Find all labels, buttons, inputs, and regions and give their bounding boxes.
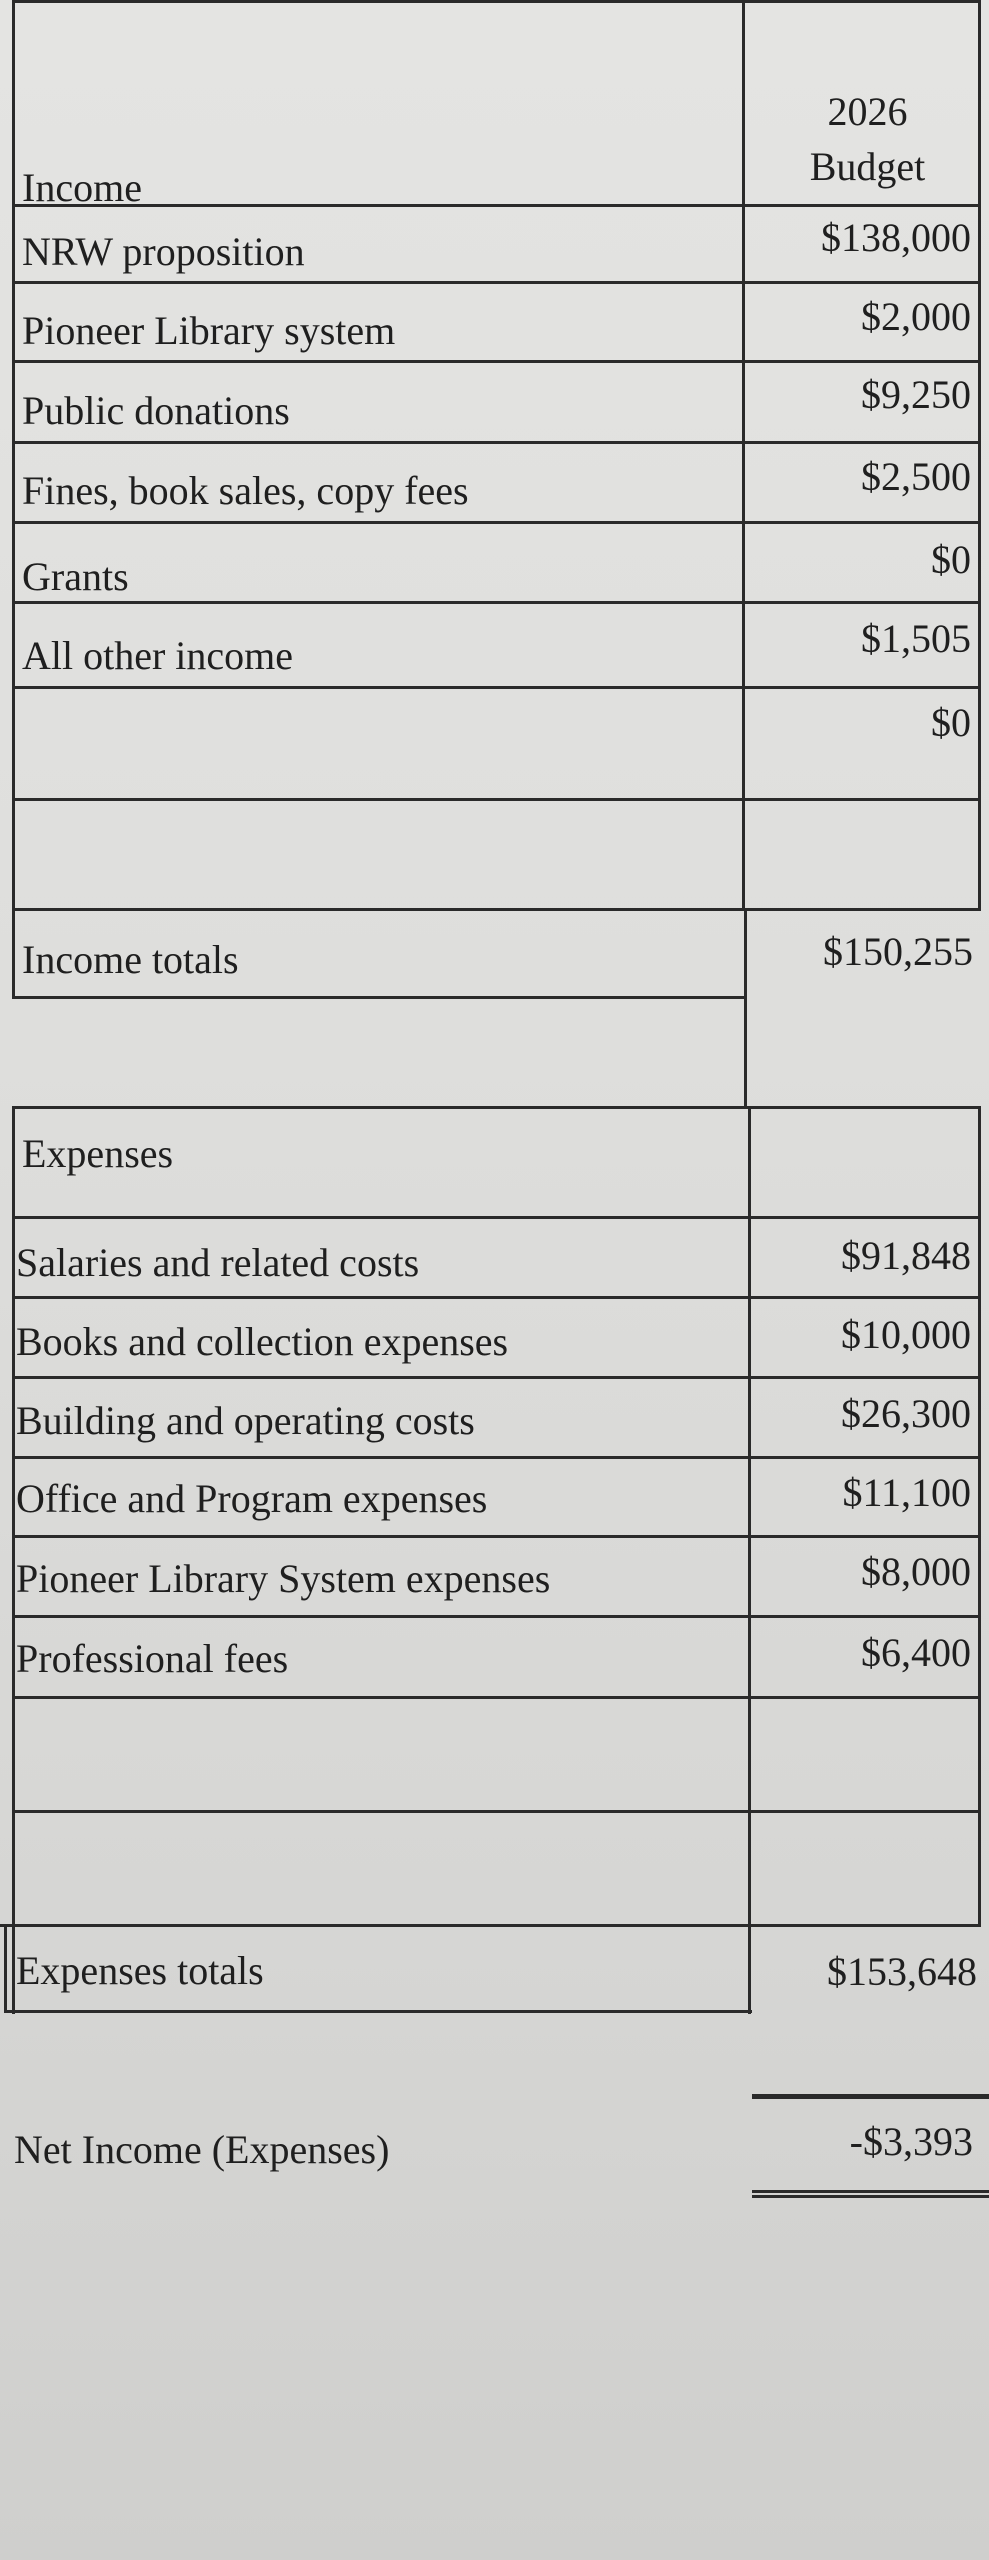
income-row-amount: $2,000: [861, 294, 971, 339]
row-rule: [12, 1810, 981, 1813]
expenses-totals-bottom-rule: [4, 2010, 752, 2013]
income-row-amount: $0: [931, 700, 971, 745]
income-row-amount: $2,500: [861, 454, 971, 499]
right-border: [978, 1106, 981, 1924]
left-border: [12, 1106, 15, 2014]
income-row-amount: $138,000: [821, 215, 971, 260]
net-income-label: Net Income (Expenses): [14, 2127, 390, 2172]
budget-column-header: Budget: [809, 144, 926, 189]
expenses-totals-label: Expenses totals: [16, 1948, 264, 1993]
row-rule: [12, 1696, 981, 1699]
expense-row-amount: $8,000: [861, 1549, 971, 1594]
income-totals-amount: $150,255: [823, 929, 973, 974]
row-rule: [12, 686, 981, 689]
net-top-rule: [752, 2094, 989, 2099]
row-rule: [12, 1456, 981, 1459]
row-rule: [12, 908, 981, 911]
net-income-amount: -$3,393: [849, 2119, 973, 2164]
top-border: [12, 0, 981, 3]
column-divider: [748, 1106, 751, 2014]
row-rule: [12, 1376, 981, 1379]
income-row-amount: $0: [931, 537, 971, 582]
row-rule: [12, 441, 981, 444]
income-row-label: Public donations: [22, 388, 290, 433]
row-rule: [12, 1924, 981, 1927]
expense-row-label: Professional fees: [16, 1636, 289, 1681]
income-row-label: Grants: [22, 554, 129, 599]
row-rule: [12, 281, 981, 284]
expense-row-label: Building and operating costs: [16, 1398, 475, 1443]
income-totals-label: Income totals: [22, 937, 239, 982]
expense-row-label: Books and collection expenses: [16, 1319, 509, 1364]
income-row-amount: $9,250: [861, 372, 971, 417]
row-rule: [12, 204, 981, 207]
income-totals-bottom-rule: [12, 996, 746, 999]
expense-row-label: Pioneer Library System expenses: [16, 1556, 551, 1601]
income-row-amount: $1,505: [861, 616, 971, 661]
budget-column-left: [744, 908, 747, 1108]
column-divider: [742, 0, 745, 908]
row-rule: [12, 521, 981, 524]
row-rule: [12, 1216, 981, 1219]
expense-row-amount: $91,848: [841, 1233, 971, 1278]
income-row-label: NRW proposition: [22, 229, 305, 274]
budget-year-header: 2026: [827, 89, 908, 134]
row-rule: [12, 798, 981, 801]
row-rule: [12, 1535, 981, 1538]
right-border: [978, 0, 981, 908]
expense-row-amount: $10,000: [841, 1312, 971, 1357]
left-border: [4, 1924, 7, 2012]
expense-row-amount: $11,100: [842, 1470, 971, 1515]
left-border: [12, 0, 15, 998]
net-double-underline: [752, 2190, 989, 2198]
income-section-title: Income: [22, 165, 142, 210]
row-rule: [12, 1615, 981, 1618]
row-rule: [12, 1106, 981, 1109]
income-row-label: Fines, book sales, copy fees: [22, 468, 469, 513]
expenses-totals-amount: $153,648: [827, 1949, 977, 1994]
expenses-section-title: Expenses: [22, 1131, 174, 1176]
expense-row-amount: $6,400: [861, 1630, 971, 1675]
row-rule: [12, 1296, 981, 1299]
expense-row-label: Office and Program expenses: [16, 1476, 488, 1521]
income-row-label: Pioneer Library system: [22, 308, 396, 353]
expense-row-label: Salaries and related costs: [16, 1240, 420, 1285]
income-row-label: All other income: [22, 633, 294, 678]
row-rule: [12, 601, 981, 604]
expense-row-amount: $26,300: [841, 1391, 971, 1436]
row-rule: [12, 360, 981, 363]
